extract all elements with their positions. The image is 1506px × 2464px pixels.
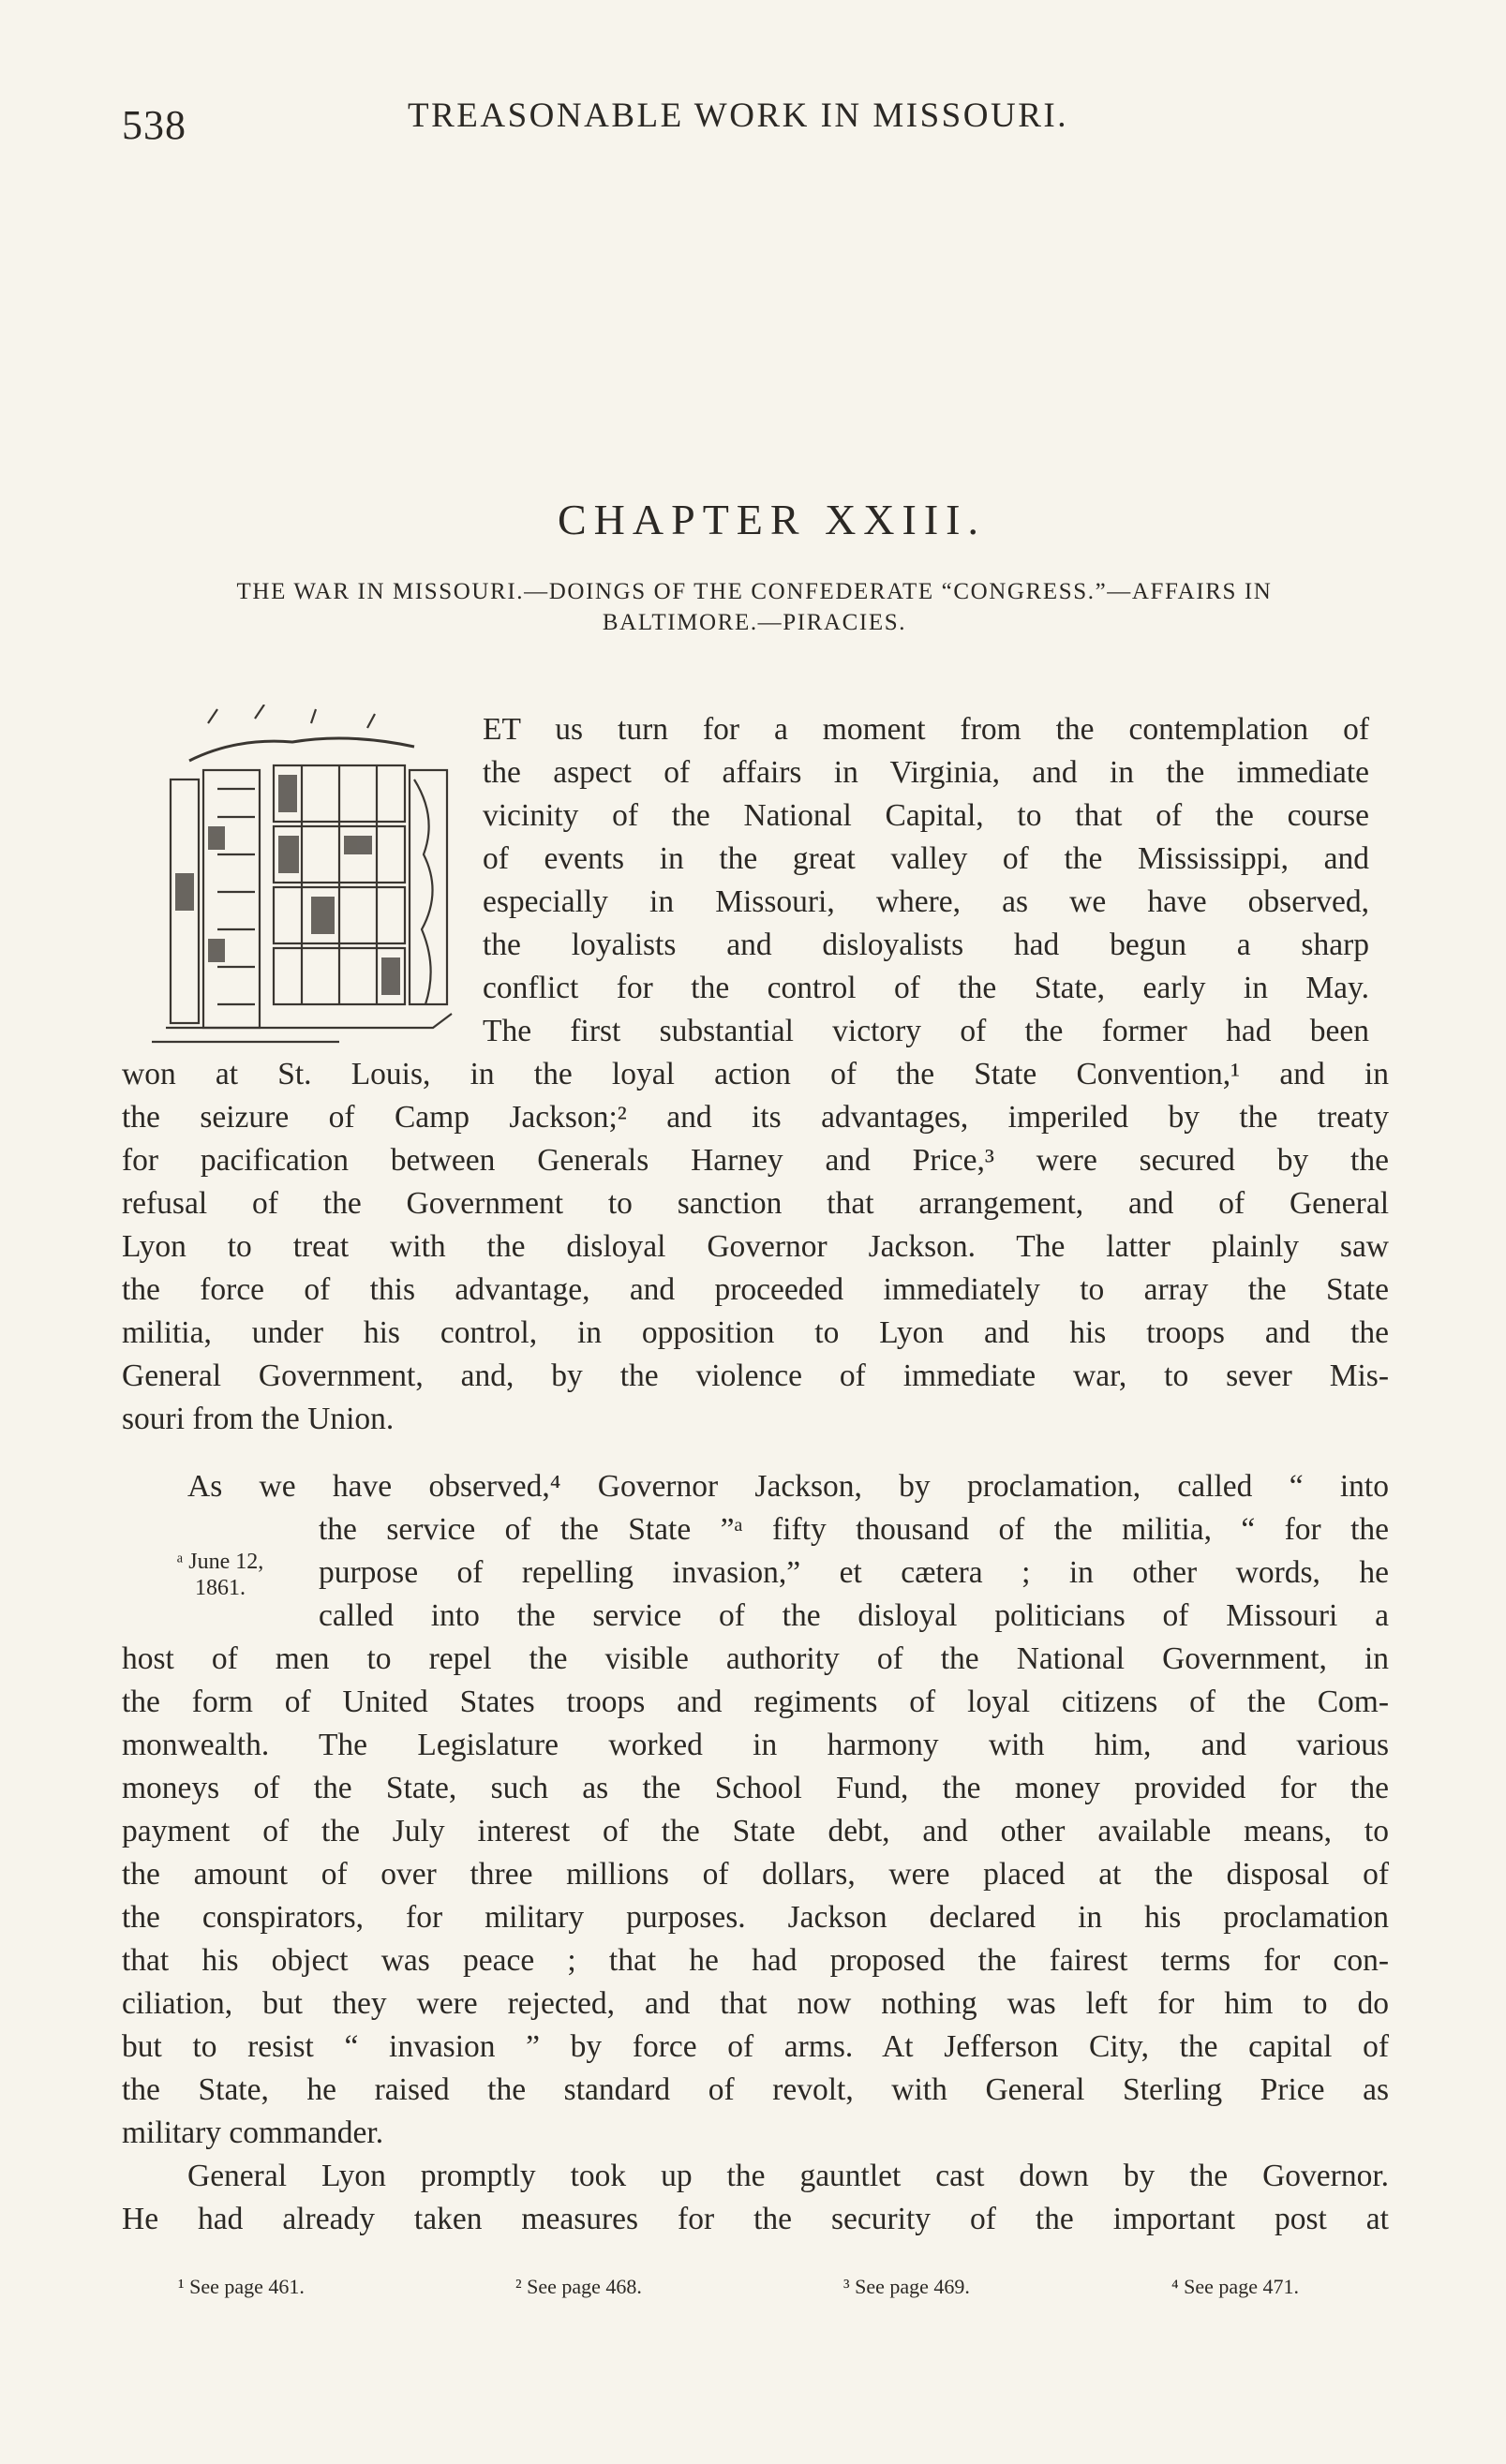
body-line: that his object was peace ; that he had proposed the fairest terms for con- — [122, 1943, 1389, 1978]
chapter-summary-line: THE WAR IN MISSOURI.—DOINGS OF THE CONFEDERATE “CONGRESS.”—AFFAIRS IN — [236, 579, 1273, 604]
body-line: the conspirators, for military purposes. Jackson declared in his proclamation — [122, 1900, 1389, 1935]
body-line: military commander. — [122, 2115, 384, 2150]
body-line: host of men to repel the visible authority of the National Government, in — [122, 1641, 1389, 1676]
margin-note — [141, 1549, 300, 1601]
body-line: vicinity of the National Capital, to that of the course — [483, 798, 1369, 833]
body-line: called into the service of the disloyal politicians of Missouri a — [319, 1598, 1389, 1633]
body-line: He had already taken measures for the security of the important post at — [122, 2202, 1389, 2236]
body-line: won at St. Louis, in the loyal action of the State Convention,¹ and in — [122, 1057, 1389, 1091]
body-line: of events in the great valley of the Mississippi, and — [483, 841, 1369, 876]
body-line: refusal of the Government to sanction that arrangement, and of General — [122, 1186, 1389, 1221]
body-line: the seizure of Camp Jackson;² and its advantages, imperiled by the treaty — [122, 1100, 1389, 1135]
body-line: General Government, and, by the violence of immediate war, to sever Mis- — [122, 1358, 1389, 1393]
body-line: payment of the July interest of the State debt, and other available means, to — [122, 1814, 1389, 1848]
body-line: monwealth. The Legislature worked in harmony with him, and various — [122, 1728, 1389, 1762]
ornamental-initial-L-icon — [152, 705, 461, 1070]
body-line: As we have observed,⁴ Governor Jackson, by proclamation, called “ into — [187, 1469, 1389, 1504]
body-line: The first substantial victory of the former had been — [483, 1014, 1369, 1048]
body-line: the loyalists and disloyalists had begun a sharp — [483, 928, 1369, 962]
margin-note-date: ᵃ June 12, — [176, 1550, 264, 1574]
running-head — [122, 92, 1396, 148]
footnote: ⁴ See page 471. — [1171, 2275, 1299, 2298]
body-line: the amount of over three millions of dollars, were placed at the disposal of — [122, 1857, 1389, 1892]
body-line: the form of United States troops and regiments of loyal citizens of the Com- — [122, 1685, 1389, 1719]
chapter-summary-line: BALTIMORE.—PIRACIES. — [602, 610, 907, 635]
body-line: moneys of the State, such as the School Fund, the money provided for the — [122, 1771, 1389, 1805]
footnote: ³ See page 469. — [843, 2275, 970, 2298]
footnote: ² See page 468. — [515, 2275, 642, 2298]
margin-note-year: 1861. — [195, 1576, 246, 1600]
chapter-summary — [145, 576, 1364, 638]
body-line: ET us turn for a moment from the contemplation of — [483, 712, 1369, 747]
body-line: but to resist “ invasion ” by force of arms. At Jefferson City, the capital of — [122, 2029, 1389, 2064]
body-line: Lyon to treat with the disloyal Governor Jackson. The latter plainly saw — [122, 1229, 1389, 1264]
body-line: purpose of repelling invasion,” et cætera ; in other words, he — [319, 1555, 1389, 1590]
body-line: the force of this advantage, and proceeded immediately to array the State — [122, 1272, 1389, 1307]
running-title: TREASONABLE WORK IN MISSOURI. — [408, 96, 1068, 135]
chapter-heading: CHAPTER XXIII. — [558, 496, 986, 543]
footnote: ¹ See page 461. — [178, 2275, 305, 2298]
body-line: the State, he raised the standard of revolt, with General Sterling Price as — [122, 2072, 1389, 2107]
footnotes — [178, 2275, 1349, 2312]
body-line: especially in Missouri, where, as we have observed, — [483, 884, 1369, 919]
body-line: the aspect of affairs in Virginia, and in the immediate — [483, 755, 1369, 790]
body-line: souri from the Union. — [122, 1402, 395, 1436]
body-line: the service of the State ”ᵃ fifty thousand of the militia, “ for the — [319, 1512, 1389, 1547]
body-line: conflict for the control of the State, early in May. — [483, 971, 1369, 1005]
body-line: for pacification between Generals Harney and Price,³ were secured by the — [122, 1143, 1389, 1178]
page-number: 538 — [122, 102, 186, 148]
body-line: General Lyon promptly took up the gauntlet cast down by the Governor. — [187, 2159, 1389, 2193]
body-line: militia, under his control, in opposition to Lyon and his troops and the — [122, 1315, 1389, 1350]
body-line: ciliation, but they were rejected, and that now nothing was left for him to do — [122, 1986, 1389, 2021]
